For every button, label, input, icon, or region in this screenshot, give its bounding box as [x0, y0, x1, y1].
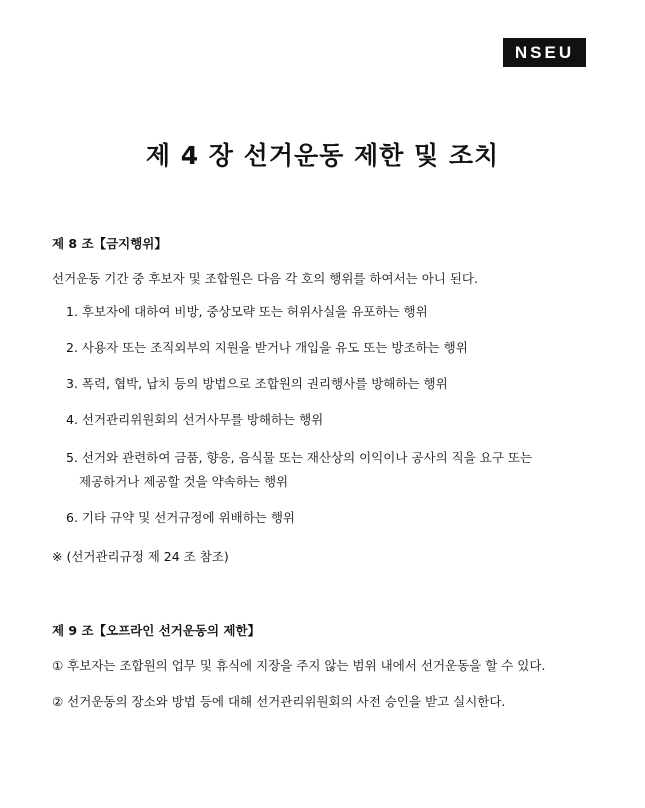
article-8-item-1: 1. 후보자에 대하여 비방, 중상모략 또는 허위사실을 유포하는 행위: [66, 304, 428, 319]
article-8-item-2: 2. 사용자 또는 조직외부의 지원을 받거나 개입을 유도 또는 방조하는 행위: [66, 340, 468, 355]
article-9-heading: 제 9 조【오프라인 선거운동의 제한】: [52, 623, 261, 638]
chapter-title: 제 4 장 선거운동 제한 및 조치: [145, 141, 500, 170]
article-8-note: ※ (선거관리규정 제 24 조 참조): [52, 549, 229, 564]
nseu-logo: NSEU: [503, 38, 586, 67]
article-8-item-5-text: 5. 선거와 관련하여 금품, 향응, 음식물 또는 재산상의 이익이나 공사의 직을 요구 또는: [66, 450, 533, 465]
article-8-intro: 선거운동 기간 중 후보자 및 조합원은 다음 각 호의 행위를 하여서는 아니 된다.: [52, 271, 478, 286]
article-8-item-4: 4. 선거관리위원회의 선거사무를 방해하는 행위: [66, 412, 324, 427]
article-8-item-6: 6. 기타 규약 및 선거규정에 위배하는 행위: [66, 510, 295, 525]
article-8-item-5: [66, 446, 532, 494]
article-8-heading: 제 8 조【금지행위】: [52, 236, 167, 251]
article-9-clause-2: ② 선거운동의 장소와 방법 등에 대해 선거관리위원회의 사전 승인을 받고 실시한다.: [52, 694, 506, 709]
article-8-item-3: 3. 폭력, 협박, 납치 등의 방법으로 조합원의 권리행사를 방해하는 행위: [66, 376, 448, 391]
article-9-clause-1: ① 후보자는 조합원의 업무 및 휴식에 지장을 주지 않는 범위 내에서 선거운동을 할 수 있다.: [52, 658, 546, 673]
article-8-item-5-continuation: 제공하거나 제공할 것을 약속하는 행위: [79, 474, 289, 489]
